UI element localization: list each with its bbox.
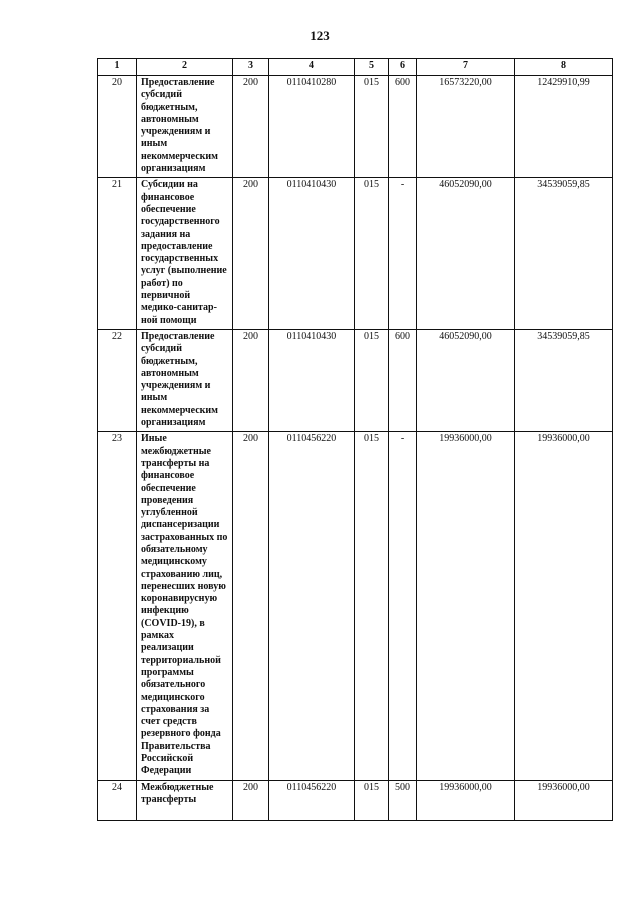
- row-col4: 0110456220: [269, 780, 355, 820]
- row-col8: 34539059,85: [515, 178, 613, 330]
- row-col8: 34539059,85: [515, 329, 613, 431]
- column-header: 1: [98, 59, 137, 76]
- row-col4: 0110410430: [269, 178, 355, 330]
- row-col3: 200: [233, 178, 269, 330]
- row-col7: 19936000,00: [417, 432, 515, 780]
- row-col3: 200: [233, 76, 269, 178]
- column-header: 6: [389, 59, 417, 76]
- row-col7: 16573220,00: [417, 76, 515, 178]
- column-header: 5: [355, 59, 389, 76]
- row-col6: 600: [389, 329, 417, 431]
- row-col4: 0110410280: [269, 76, 355, 178]
- column-header: 8: [515, 59, 613, 76]
- row-col4: 0110456220: [269, 432, 355, 780]
- row-col5: 015: [355, 432, 389, 780]
- row-number: 23: [98, 432, 137, 780]
- row-col7: 46052090,00: [417, 178, 515, 330]
- table-row: [98, 329, 613, 431]
- row-col6: 600: [389, 76, 417, 178]
- row-col5: 015: [355, 178, 389, 330]
- table-row: [98, 780, 613, 820]
- row-number: 21: [98, 178, 137, 330]
- row-name: Межбюджетные трансферты: [137, 780, 233, 820]
- row-col3: 200: [233, 780, 269, 820]
- page-number: 123: [310, 28, 330, 43]
- row-col6: -: [389, 432, 417, 780]
- column-header: 3: [233, 59, 269, 76]
- row-col5: 015: [355, 780, 389, 820]
- table-row: [98, 178, 613, 330]
- row-number: 24: [98, 780, 137, 820]
- row-name: Иные межбюджетные трансферты на финансовое обеспечение проведения углубленной диспансеризации застрахованных по обязательному медицинскому страхованию лиц, перенесших новую коронавирусную инфекцию (COVID-19), в рамках реализации территориальной программы обязательного медицинского страхования за счет средств резервного фонда Правительства Российской Федерации: [137, 432, 233, 780]
- row-number: 22: [98, 329, 137, 431]
- column-header: 2: [137, 59, 233, 76]
- column-header: 7: [417, 59, 515, 76]
- row-col5: 015: [355, 329, 389, 431]
- row-number: 20: [98, 76, 137, 178]
- row-col8: 19936000,00: [515, 432, 613, 780]
- row-col6: 500: [389, 780, 417, 820]
- row-col8: 19936000,00: [515, 780, 613, 820]
- row-col7: 19936000,00: [417, 780, 515, 820]
- row-col3: 200: [233, 329, 269, 431]
- table-header-row: [98, 59, 613, 76]
- row-col4: 0110410430: [269, 329, 355, 431]
- row-col8: 12429910,99: [515, 76, 613, 178]
- row-col5: 015: [355, 76, 389, 178]
- row-name: Предоставление субсидий бюджетным, автономным учреждениям и иным некоммерческим организациям: [137, 329, 233, 431]
- row-name: Предоставление субсидий бюджетным, автономным учреждениям и иным некоммерческим организациям: [137, 76, 233, 178]
- budget-table: [97, 58, 613, 821]
- column-header: 4: [269, 59, 355, 76]
- row-col3: 200: [233, 432, 269, 780]
- table-row: [98, 432, 613, 780]
- row-col7: 46052090,00: [417, 329, 515, 431]
- table-row: [98, 76, 613, 178]
- row-col6: -: [389, 178, 417, 330]
- row-name: Субсидии на финансовое обеспечение государственного задания на предоставление государственных услуг (выполнение работ) по первичной медико-санитар-ной помощи: [137, 178, 233, 330]
